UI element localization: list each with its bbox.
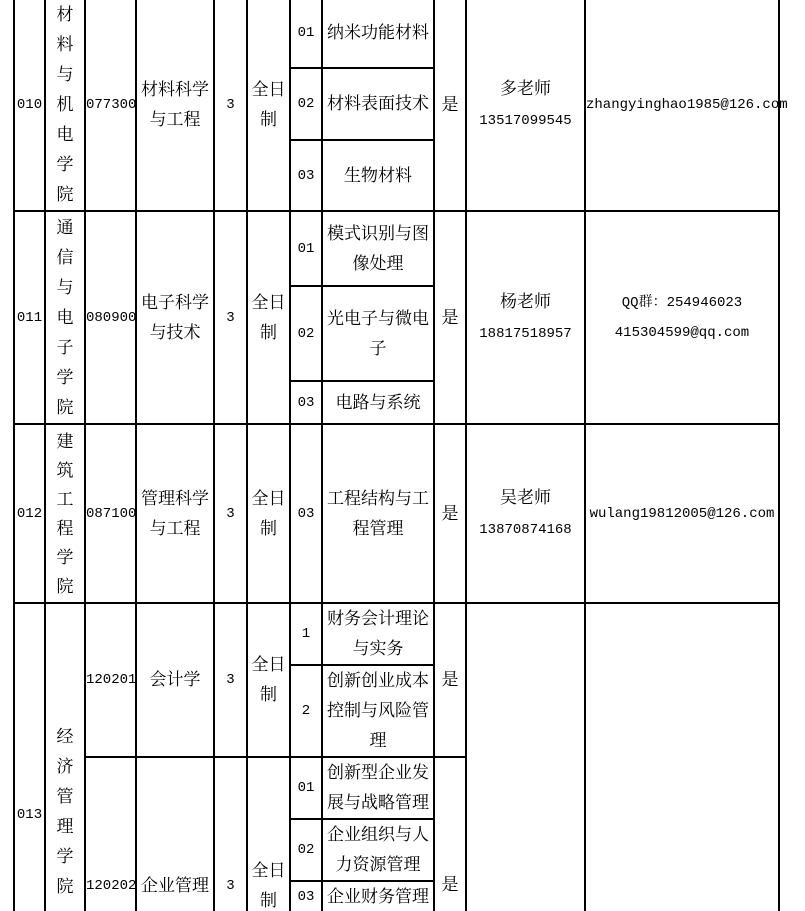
major-name-cell: 会计学 bbox=[136, 603, 214, 757]
accepts-cell: 是 bbox=[434, 603, 466, 757]
college-cell bbox=[45, 424, 85, 603]
direction-name-cell: 财务会计理论与实务 bbox=[322, 603, 434, 665]
study-type-cell: 全日制 bbox=[247, 211, 290, 424]
major-name-cell: 管理科学与工程 bbox=[136, 424, 214, 603]
contact-cell bbox=[466, 0, 585, 211]
accepts-cell: 是 bbox=[434, 424, 466, 603]
accepts-cell: 是 bbox=[434, 211, 466, 424]
direction-code-cell: 01 bbox=[290, 757, 322, 819]
college-name: 经济管理学院 bbox=[56, 727, 74, 896]
direction-code-cell: 03 bbox=[290, 140, 322, 211]
enrollment-cell: 3 bbox=[214, 757, 247, 911]
major-name-cell: 电子科学与技术 bbox=[136, 211, 214, 424]
direction-code-cell: 03 bbox=[290, 881, 322, 911]
college-name: 建筑工程学院 bbox=[56, 431, 74, 596]
direction-name-cell: 企业财务管理 bbox=[322, 881, 434, 911]
major-code-cell: 080900 bbox=[85, 211, 136, 424]
direction-code-cell: 02 bbox=[290, 819, 322, 881]
major-code-cell: 120202 bbox=[85, 757, 136, 911]
college-name: 通信与电子学院 bbox=[56, 217, 74, 417]
contact-phone: 13870874168 bbox=[479, 521, 572, 538]
direction-name-cell: 材料表面技术 bbox=[322, 68, 434, 141]
admission-table bbox=[13, 0, 788, 911]
direction-code-cell: 01 bbox=[290, 211, 322, 286]
study-type-cell: 全日制 bbox=[247, 0, 290, 211]
direction-name-cell: 光电子与微电子 bbox=[322, 286, 434, 381]
email-cell bbox=[585, 424, 779, 603]
direction-name-cell: 纳米功能材料 bbox=[322, 0, 434, 68]
table-row bbox=[14, 424, 779, 603]
direction-code-cell: 03 bbox=[290, 424, 322, 603]
enrollment-cell: 3 bbox=[214, 424, 247, 603]
direction-code-cell: 2 bbox=[290, 665, 322, 757]
college-cell bbox=[45, 603, 85, 911]
major-name-cell: 材料科学与工程 bbox=[136, 0, 214, 211]
contact-cell bbox=[466, 211, 585, 424]
email-cell bbox=[585, 211, 779, 424]
direction-code-cell: 02 bbox=[290, 286, 322, 381]
contact-phone: 18817518957 bbox=[479, 325, 572, 342]
contact-name: 多老师 bbox=[500, 79, 551, 98]
study-type-cell: 全日制 bbox=[247, 603, 290, 757]
direction-code-cell: 1 bbox=[290, 603, 322, 665]
contact-cell bbox=[466, 603, 585, 911]
direction-code-cell: 02 bbox=[290, 68, 322, 141]
major-code-cell: 087100 bbox=[85, 424, 136, 603]
table-row bbox=[14, 603, 779, 665]
dept-code-cell: 010 bbox=[14, 0, 45, 211]
direction-code-cell: 03 bbox=[290, 381, 322, 424]
enrollment-cell: 3 bbox=[214, 603, 247, 757]
table-row bbox=[14, 211, 779, 286]
dept-code-cell: 012 bbox=[14, 424, 45, 603]
study-type-cell: 全日制 bbox=[247, 424, 290, 603]
direction-name-cell: 创新型企业发展与战略管理 bbox=[322, 757, 434, 819]
email-address: zhangyinghao1985@126.com bbox=[586, 97, 788, 113]
enrollment-cell: 3 bbox=[214, 0, 247, 211]
qq-group: QQ群：254946023 bbox=[621, 294, 743, 311]
study-type-cell: 全日制 bbox=[247, 757, 290, 911]
email-address: wulang19812005@126.com bbox=[589, 505, 775, 522]
contact-cell bbox=[466, 424, 585, 603]
accepts-cell: 是 bbox=[434, 0, 466, 211]
contact-name: 杨老师 bbox=[500, 291, 551, 311]
major-code-cell: 120201 bbox=[85, 603, 136, 757]
enrollment-cell: 3 bbox=[214, 211, 247, 424]
email-cell bbox=[585, 603, 779, 911]
direction-code-cell: 01 bbox=[290, 0, 322, 68]
direction-name-cell: 创新创业成本控制与风险管理 bbox=[322, 665, 434, 757]
email-cell bbox=[585, 0, 788, 211]
college-name: 材料与机电学院 bbox=[56, 5, 74, 204]
direction-name-cell: 生物材料 bbox=[322, 140, 434, 211]
direction-name-cell: 企业组织与人力资源管理 bbox=[322, 819, 434, 881]
direction-name-cell: 模式识别与图像处理 bbox=[322, 211, 434, 286]
contact-name: 吴老师 bbox=[500, 487, 551, 507]
direction-name-cell: 工程结构与工程管理 bbox=[322, 424, 434, 603]
accepts-cell: 是 bbox=[434, 757, 466, 911]
dept-code-cell: 011 bbox=[14, 211, 45, 424]
email-address: 415304599@qq.com bbox=[614, 324, 750, 341]
dept-code-cell: 013 bbox=[14, 603, 45, 911]
direction-name-cell: 电路与系统 bbox=[322, 381, 434, 424]
college-cell bbox=[45, 211, 85, 424]
major-name-cell: 企业管理 bbox=[136, 757, 214, 911]
contact-phone: 13517099545 bbox=[479, 113, 572, 129]
college-cell bbox=[45, 0, 85, 211]
table-row bbox=[14, 0, 779, 68]
major-code-cell: 077300 bbox=[85, 0, 136, 211]
